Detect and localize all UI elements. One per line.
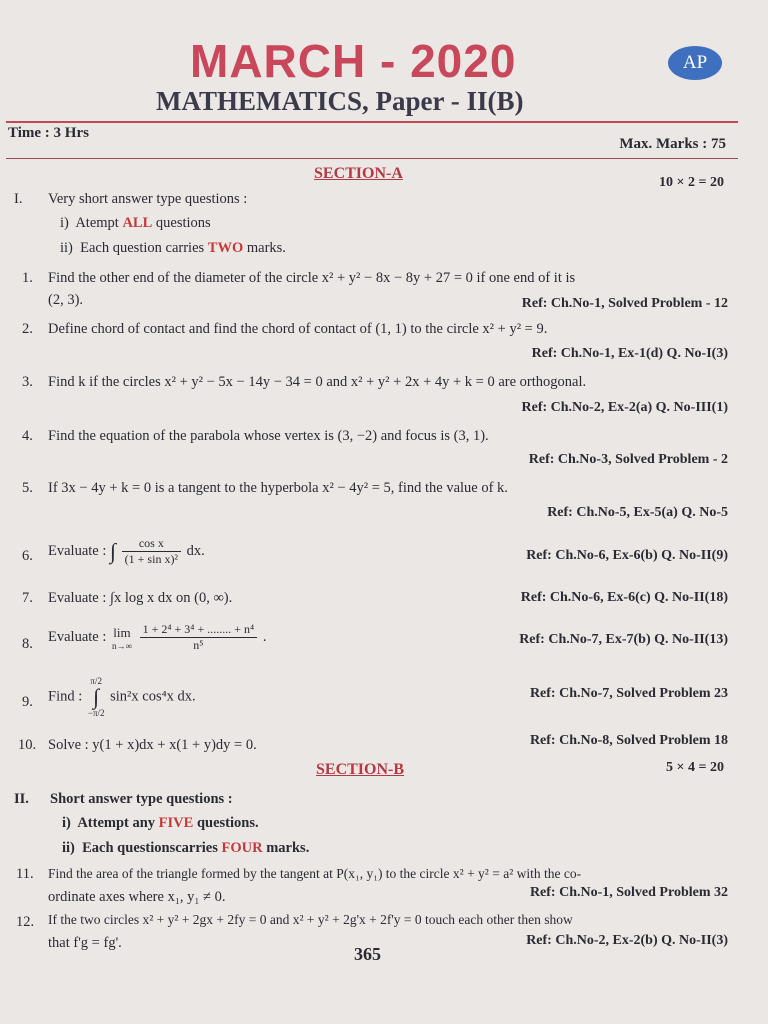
question-ref: Ref: Ch.No-7, Solved Problem 23: [529, 686, 728, 701]
question-ref: Ref: Ch.No-7, Ex-7(b) Q. No-II(13): [519, 632, 728, 647]
question-text-cont: (2, 3).: [48, 292, 84, 308]
question-text: Find : π/2 ∫ −π/2 sin²x cos⁴x dx.: [48, 676, 196, 718]
limit-expr: lim n→∞: [112, 624, 132, 651]
question-number: 4.: [22, 428, 33, 444]
header-rule: [6, 121, 738, 123]
section-a-heading: SECTION-A: [314, 165, 403, 182]
section-a-instruction-1: i) Atempt ALL questions: [60, 215, 211, 231]
section-a-marks: 10 × 2 = 20: [659, 175, 724, 190]
question-text: Find the area of the triangle formed by the tangent at P(x₁, y₁) to the circle x² + y² = a² with the co-: [48, 866, 582, 881]
section-a-intro: Very short answer type questions :: [48, 191, 248, 207]
question-number: 6.: [22, 548, 33, 564]
question-number: 11.: [16, 866, 34, 882]
question-number: 10.: [18, 737, 37, 753]
question-text: Find the other end of the diameter of the circle x² + y² − 8x − 8y + 27 = 0 if one end of it is: [48, 270, 576, 286]
question-ref: Ref: Ch.No-1, Solved Problem 32: [529, 885, 728, 900]
question-ref: Ref: Ch.No-2, Ex-2(a) Q. No-III(1): [521, 400, 728, 415]
question-text: Evaluate : lim n→∞ $\frac{\text{1 + 2⁴ + 3⁴ + ........ + n⁴}}{\text{n⁵}}$ .: [48, 622, 267, 652]
section-b-instruction-1: i) Attempt any FIVE questions.: [62, 815, 259, 831]
time-label: Time : 3 Hrs: [8, 125, 89, 141]
exam-title: MARCH - 2020: [190, 35, 517, 87]
question-ref: Ref: Ch.No-3, Solved Problem - 2: [528, 452, 728, 467]
question-number: 12.: [16, 914, 35, 930]
question-number: 1.: [22, 270, 33, 286]
question-text: Define chord of contact and find the chord of contact of (1, 1) to the circle x² + y² = 9.: [48, 321, 548, 337]
page-number: 365: [354, 944, 381, 964]
question-number: 5.: [22, 480, 33, 496]
section-a-instruction-2: ii) Each question carries TWO marks.: [60, 240, 286, 256]
question-ref: Ref: Ch.No-6, Ex-6(c) Q. No-II(18): [520, 590, 728, 605]
section-b-marks: 5 × 4 = 20: [666, 760, 724, 775]
question-ref: Ref: Ch.No-1, Ex-1(d) Q. No-I(3): [531, 346, 728, 361]
paper-subtitle: MATHEMATICS, Paper - II(B): [156, 86, 524, 116]
fraction: $\frac{\text{1 + 2⁴ + 3⁴ + ........ + n⁴}}{\text{n⁵}}$: [140, 622, 258, 653]
header-rule-lower: [6, 158, 738, 159]
question-ref: Ref: Ch.No-8, Solved Problem 18: [529, 733, 728, 748]
question-number: 2.: [22, 321, 33, 337]
section-b-roman: II.: [14, 791, 29, 807]
question-text: Evaluate : ∫x log x dx on (0, ∞).: [48, 590, 233, 606]
question-text: Find the equation of the parabola whose vertex is (3, −2) and focus is (3, 1).: [48, 428, 489, 444]
question-text-cont: that f'g = fg'.: [48, 935, 122, 951]
section-a-roman: I.: [14, 191, 23, 207]
max-marks-label: Max. Marks : 75: [619, 136, 726, 152]
integral-sign: ∫: [93, 684, 100, 709]
question-ref: Ref: Ch.No-1, Solved Problem - 12: [521, 296, 728, 311]
definite-integral: π/2 ∫ −π/2: [87, 676, 105, 718]
fraction: $\frac{\text{cos x}}{\text{(1 + sin x)²}}$: [122, 536, 181, 567]
ap-badge: AP: [668, 46, 722, 80]
question-text: If the two circles x² + y² + 2gx + 2fy = 0 and x² + y² + 2g'x + 2f'y = 0 touch each other then show: [48, 912, 573, 927]
question-ref: Ref: Ch.No-5, Ex-5(a) Q. No-5: [547, 505, 728, 520]
question-ref: Ref: Ch.No-6, Ex-6(b) Q. No-II(9): [526, 548, 728, 563]
section-b-instruction-2: ii) Each questionscarries FOUR marks.: [62, 840, 310, 856]
integral-sign: ∫: [110, 538, 117, 564]
question-text-cont: ordinate axes where x₁, y₁ ≠ 0.: [48, 889, 226, 905]
question-number: 8.: [22, 636, 33, 652]
section-b-heading: SECTION-B: [316, 761, 405, 778]
question-text: Evaluate : ∫ $\frac{\text{cos x}}{\text{(1 + sin x)²}}$ dx.: [48, 536, 205, 566]
question-number: 9.: [22, 694, 33, 710]
question-number: 3.: [22, 374, 33, 390]
question-text: Solve : y(1 + x)dx + x(1 + y)dy = 0.: [48, 737, 257, 753]
question-text: Find k if the circles x² + y² − 5x − 14y − 34 = 0 and x² + y² + 2x + 4y + k = 0 are orthogonal.: [48, 374, 587, 390]
question-ref: Ref: Ch.No-2, Ex-2(b) Q. No-II(3): [526, 933, 728, 948]
section-b-intro: Short answer type questions :: [50, 791, 233, 807]
question-number: 7.: [22, 590, 33, 606]
question-text: If 3x − 4y + k = 0 is a tangent to the hyperbola x² − 4y² = 5, find the value of k.: [48, 480, 508, 496]
